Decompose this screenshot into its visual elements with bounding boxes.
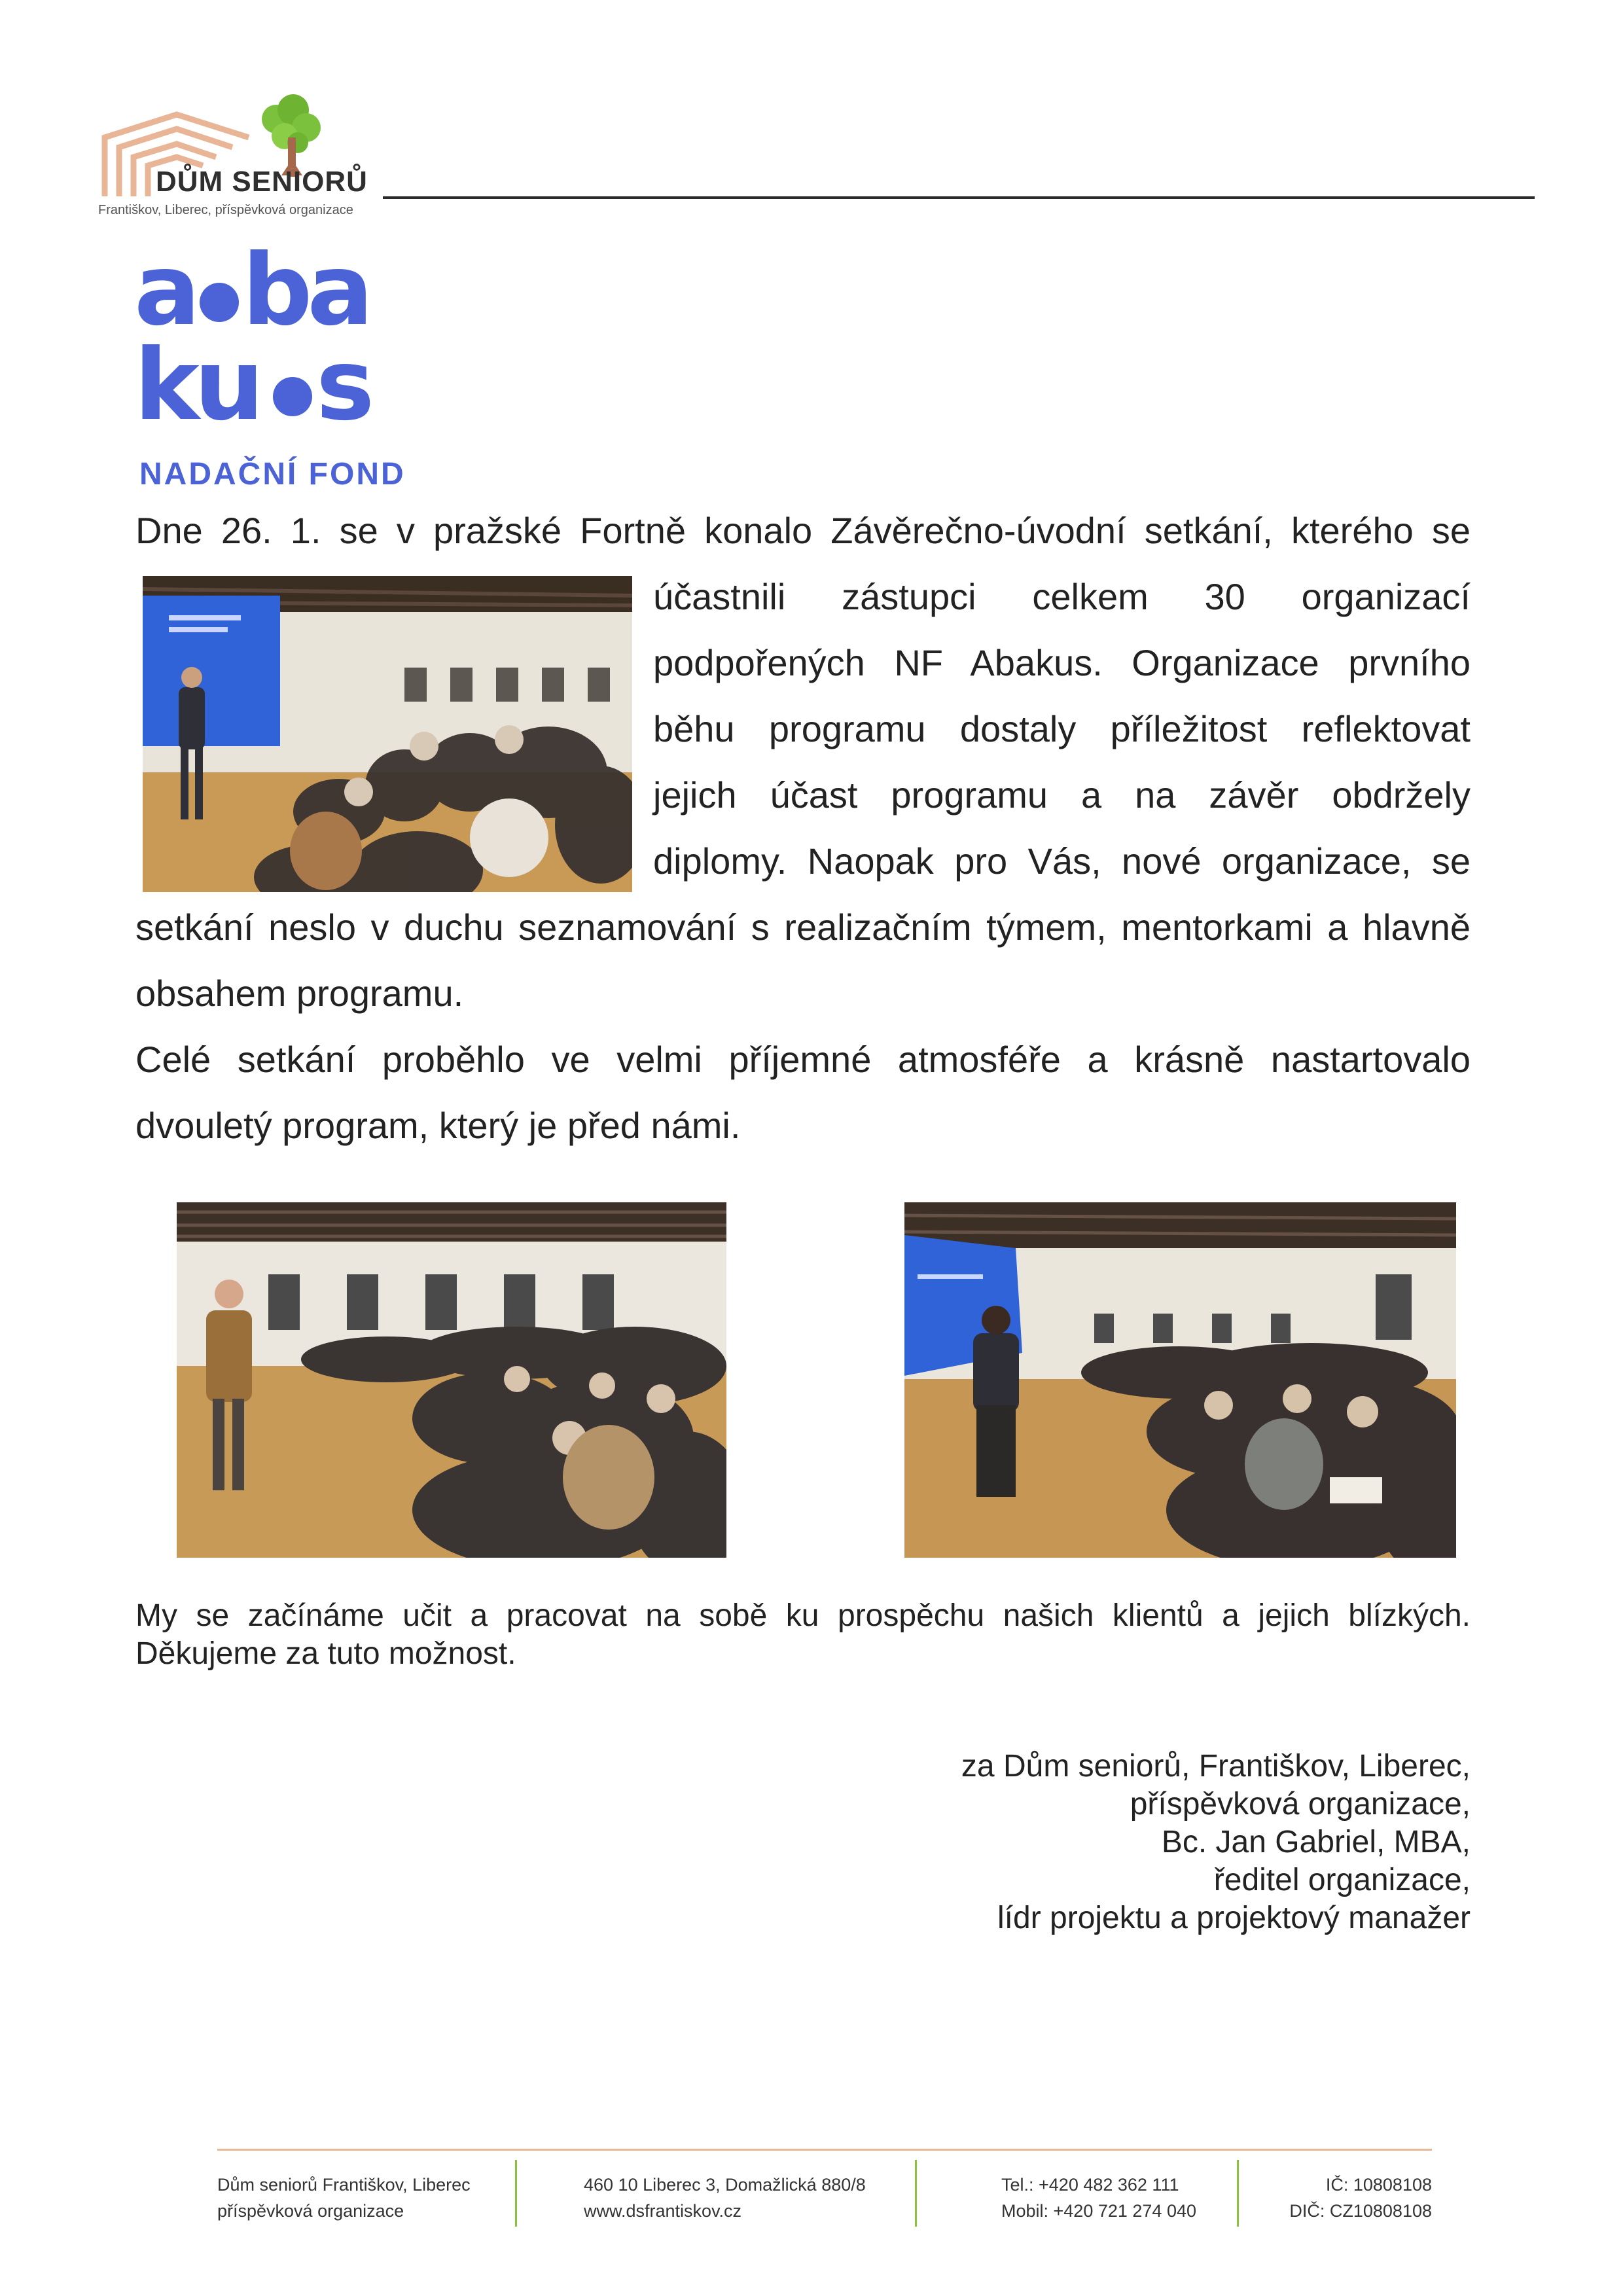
footer-dic: DIČ: CZ10808108 xyxy=(1289,2201,1432,2221)
article-line: obsahem programu. xyxy=(135,973,464,1014)
footer-line: příspěvková organizace xyxy=(217,2201,404,2221)
signature-line: příspěvková organizace, xyxy=(1130,1787,1471,1821)
footer-address xyxy=(584,2172,866,2224)
event-photo-speaker-hall xyxy=(177,1202,726,1558)
closing-line: My se začínáme učit a pracovat na sobě ku prospěchu našich klientů a jejich blízkých. xyxy=(135,1598,1471,1633)
article-line: účastnili zástupci celkem 30 organizací xyxy=(653,576,1471,617)
signature-line: lídr projektu a projektový manažer xyxy=(997,1901,1471,1935)
signature-block xyxy=(785,1748,1471,1937)
svg-text:ku: ku xyxy=(134,329,259,432)
footer-ids xyxy=(1283,2172,1432,2224)
article-line: Celé setkání proběhlo ve velmi příjemné atmosféře a krásně nastartovalo xyxy=(135,1039,1471,1080)
tree-icon xyxy=(262,94,321,177)
signature-line: ředitel organizace, xyxy=(1213,1863,1471,1897)
footer-line: 460 10 Liberec 3, Domažlická 880/8 xyxy=(584,2175,866,2195)
footer-website-link[interactable]: www.dsfrantiskov.cz xyxy=(584,2201,742,2221)
logo-subtitle: Františkov, Liberec, příspěvková organizace xyxy=(98,203,353,217)
article-line: běhu programu dostaly příležitost reflektovat xyxy=(653,708,1471,749)
footer-organization xyxy=(217,2172,471,2224)
article-line: podpořených NF Abakus. Organizace prvního xyxy=(653,642,1471,683)
svg-text:s: s xyxy=(316,329,375,432)
logo-name: DŮM SENIORŮ xyxy=(156,166,368,198)
abakus-fund-label: NADAČNÍ FOND xyxy=(139,457,406,492)
article-line: diplomy. Naopak pro Vás, nové organizace, se xyxy=(653,840,1471,882)
footer-separator xyxy=(515,2160,517,2227)
closing-paragraph xyxy=(135,1597,1471,1673)
event-photo-speaker-screen xyxy=(143,576,632,892)
article-line: dvouletý program, který je před námi. xyxy=(135,1105,741,1146)
abakus-logo xyxy=(134,242,409,432)
footer-contact xyxy=(1001,2172,1196,2224)
signature-line: za Dům seniorů, Františkov, Liberec, xyxy=(961,1749,1471,1784)
footer-ic: IČ: 10808108 xyxy=(1325,2175,1432,2195)
svg-text:a: a xyxy=(134,242,196,348)
event-photo-woman-speaker xyxy=(904,1202,1456,1558)
closing-line: Děkujeme za tuto možnost. xyxy=(135,1636,516,1671)
footer-divider xyxy=(217,2149,1432,2151)
article-continuation xyxy=(135,894,1471,1158)
footer-phone: Tel.: +420 482 362 111 xyxy=(1001,2175,1179,2195)
signature-line: Bc. Jan Gabriel, MBA, xyxy=(1161,1825,1471,1859)
header-divider xyxy=(383,196,1535,199)
article-line: setkání neslo v duchu seznamování s realizačním týmem, mentorkami a hlavně xyxy=(135,906,1471,948)
footer-line: Dům seniorů Františkov, Liberec xyxy=(217,2175,471,2195)
svg-text:ba: ba xyxy=(242,242,368,348)
footer-mobile: Mobil: +420 721 274 040 xyxy=(1001,2201,1196,2221)
article-first-line: Dne 26. 1. se v pražské Fortně konalo Závěrečno-úvodní setkání, kterého se xyxy=(135,510,1471,551)
footer-separator xyxy=(915,2160,917,2227)
article-wrapped-text xyxy=(653,564,1471,894)
article-line: jejich účast programu a na závěr obdržely xyxy=(653,774,1471,816)
footer-separator xyxy=(1237,2160,1239,2227)
